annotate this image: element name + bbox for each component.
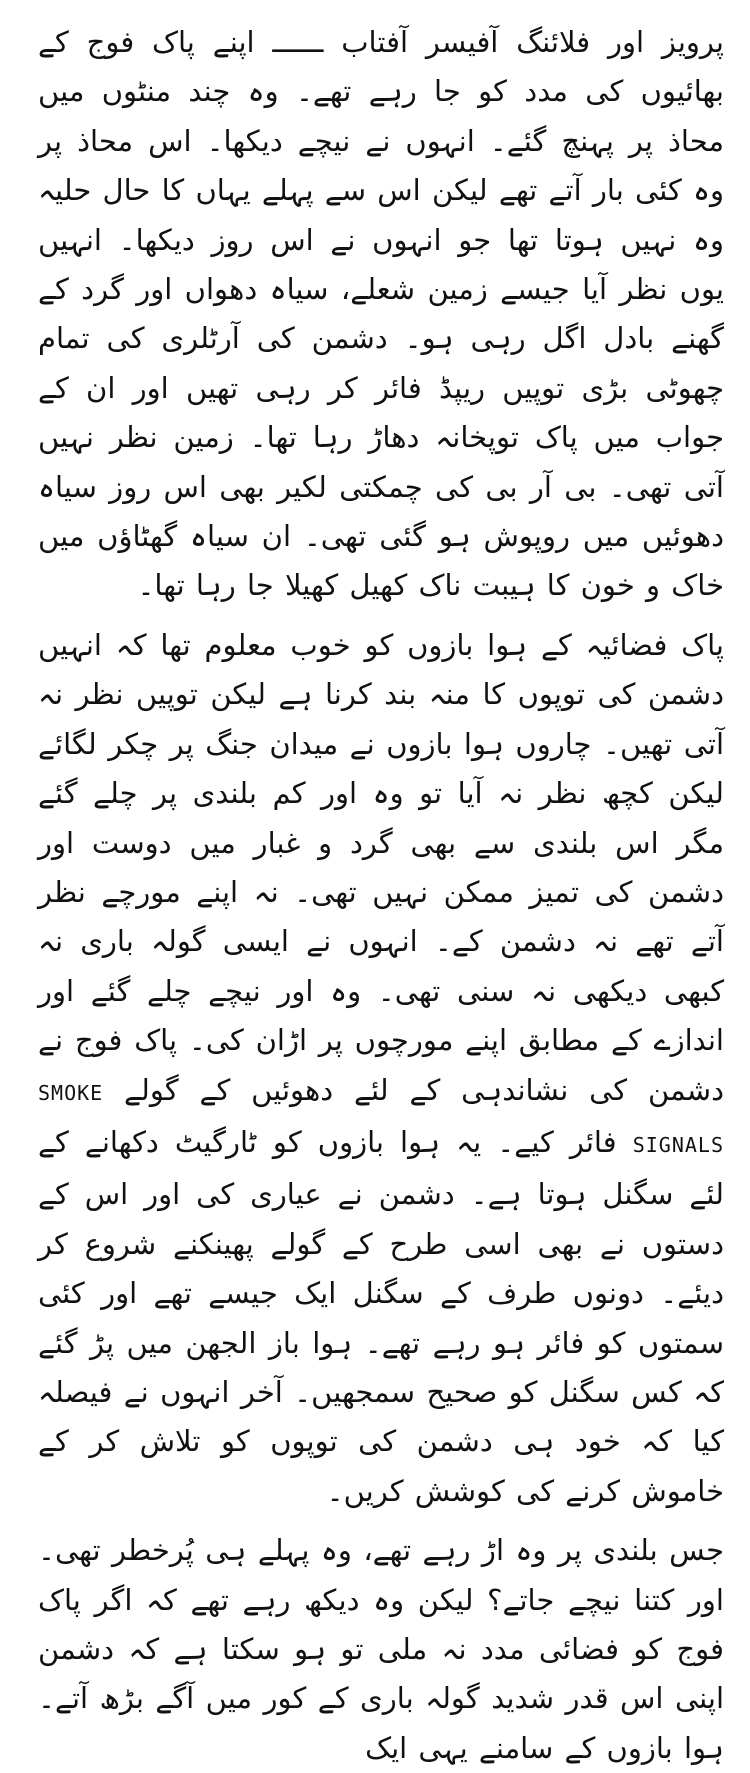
smoke-signals-term: SMOKE SIGNALS [38, 1080, 724, 1157]
paragraph-battlefield-description [38, 18, 724, 611]
paragraph-text: جس بلندی پر وہ اڑ رہے تھے، وہ پہلے ہی پُرخطر تھی۔ اور کتنا نیچے جاتے؟ لیکن وہ دیکھ رہے تھے کہ اگر پاک فوج کو فضائی مدد نہ ملی تو ہو سکتا ہے کہ دشمن اپنی اس قدر شدید گولہ باری کے کور میں آگے بڑھ آتے۔ ہوا بازوں کے سامنے یہی ایک [38, 1533, 724, 1765]
paragraph-text: پرویز اور فلائنگ آفیسر آفتاب ــــــ اپنے پاک فوج کے بھائیوں کی مدد کو جا رہے تھے۔ وہ چند منٹوں میں محاذ پر پہنچ گئے۔ انہوں نے نیچے دیکھا۔ اس محاذ پر وہ کئی بار آتے تھے لیکن اس سے پہلے یہاں کا حال حلیہ وہ نہیں ہوتا تھا جو انہوں نے اس روز دیکھا۔ انہیں یوں نظر آیا جیسے زمین شعلے، سیاہ دھواں اور گرد کے گھنے بادل اگل رہی ہو۔ دشمن کی آرٹلری کی تمام چھوٹی بڑی توپیں ریپڈ فائر کر رہی تھیں اور ان کے جواب میں پاک توپخانہ دھاڑ رہا تھا۔ زمین نظر نہیں آتی تھی۔ بی آر بی کی چمکتی لکیر بھی اس روز سیاہ دھوئیں میں روپوش ہو گئی تھی۔ ان سیاہ گھٹاؤں میں خاک و خون کا ہیبت ناک کھیل کھیلا جا رہا تھا۔ [38, 25, 724, 603]
paragraph-text: پاک فضائیہ کے ہوا بازوں کو خوب معلوم تھا کہ انہیں دشمن کی توپوں کا منہ بند کرنا ہے لیکن توپیں نظر نہ آتی تھیں۔ چاروں ہوا بازوں نے میدان جنگ پر چکر لگائے لیکن کچھ نظر نہ آیا تو وہ اور کم بلندی پر چلے گئے مگر اس بلندی سے بھی گرد و غبار میں دوست اور دشمن کی تمیز ممکن نہیں تھی۔ نہ اپنے مورچے نظر آتے تھے نہ دشمن کے۔ انہوں نے ایسی گولہ باری نہ کبھی دیکھی نہ سنی تھی۔ وہ اور نیچے چلے گئے اور اندازے کے مطابق اپنے مورچوں پر اڑان کی۔ پاک فوج نے دشمن کی نشاندہی کے لئے دھوئیں کے گولے [38, 627, 724, 1107]
paragraph-text: فائر کیے۔ یہ ہوا بازوں کو ٹارگیٹ دکھانے کے لئے سگنل ہوتا ہے۔ دشمن نے عیاری کی اور اس کے دستوں نے بھی اسی طرح کے گولے پھینکنے شروع کر دیئے۔ دونوں طرف کے سگنل ایک جیسے تھے اور کئی سمتوں کو فائر ہو رہے تھے۔ ہوا باز الجھن میں پڑ گئے کہ کس سگنل کو صحیح سمجھیں۔ آخر انہوں نے فیصلہ کیا کہ خود ہی دشمن کی توپوں کو تلاش کر کے خاموش کرنے کی کوشش کریں۔ [38, 1124, 724, 1508]
paragraph-pilots-search [38, 621, 724, 1516]
paragraph-altitude-danger [38, 1526, 724, 1773]
